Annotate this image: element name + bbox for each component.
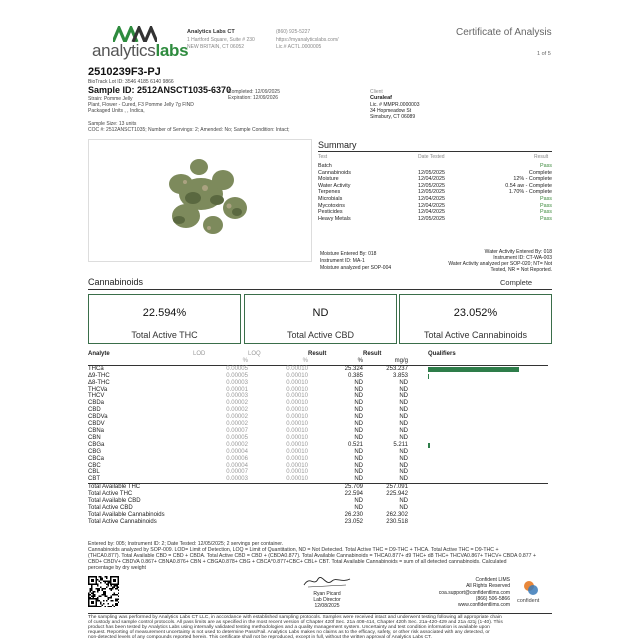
analyte-row	[88, 387, 548, 394]
analyte-result-mg: ND	[399, 448, 408, 455]
analyte-result-bar	[428, 443, 430, 448]
total-name: Total Active THC	[88, 491, 133, 498]
lod-col-header: LOD	[193, 351, 206, 357]
analyte-bar-cell	[428, 456, 548, 463]
analyte-row	[88, 428, 548, 435]
analyte-lod: 0.00002	[226, 407, 248, 414]
analyte-table	[88, 351, 548, 526]
analyte-result-pct: ND	[354, 393, 363, 400]
analyte-loq: 0.00010	[286, 414, 308, 421]
analyte-row	[88, 407, 548, 414]
analyte-name: CBT	[88, 476, 100, 483]
confident-email[interactable]: coa.support@confidentlims.com	[438, 590, 510, 596]
total-result-pct: 25.709	[344, 484, 363, 491]
total-result-pct: ND	[354, 504, 363, 511]
lab-license: Lic.# ACTL.0000005	[276, 44, 322, 50]
analyte-lod: 0.00005	[226, 365, 248, 372]
analyte-result-pct: ND	[354, 386, 363, 393]
lab-url[interactable]: https://myanalyticslabs.com/	[276, 37, 339, 43]
sample-photo	[88, 139, 312, 262]
analyte-loq: 0.00010	[286, 393, 308, 400]
summary-row	[318, 216, 552, 223]
confident-phone: (866) 506-5866	[475, 596, 510, 602]
cannabinoids-divider	[88, 289, 552, 290]
analyte-units-row	[88, 358, 548, 365]
summary-row	[318, 176, 552, 183]
summary-date: 12/05/2025	[418, 182, 445, 189]
signature-date: 12/08/2025	[314, 603, 340, 609]
analyte-lod: 0.00006	[226, 455, 248, 462]
analyte-row	[88, 380, 548, 387]
water-instrument: Instrument ID: CT-WA-003	[493, 255, 552, 261]
water-legend: Tested, NR = Not Reported.	[490, 267, 552, 273]
analyte-loq: 0.00010	[286, 407, 308, 414]
total-result-pct: 23.052	[344, 518, 363, 525]
analyte-result-pct: ND	[354, 400, 363, 407]
analyte-bar-cell	[428, 476, 548, 483]
notes-line-5: percentage by dry weight	[88, 565, 146, 571]
analyte-bar-cell	[428, 428, 548, 435]
total-active-cbd-label: Total Active CBD	[286, 330, 355, 340]
analyte-name: CBDVa	[88, 414, 108, 421]
moisture-sop: Moisture analyzed per SOP-004	[320, 265, 392, 271]
signatory-name: Ryan Picard	[313, 591, 341, 597]
sample-id: Sample ID: 2512ANSCT1035-6370	[88, 85, 232, 95]
client-name: Curaleaf	[370, 95, 393, 101]
total-name: Total Available CBD	[88, 498, 141, 505]
summary-row	[318, 209, 552, 216]
moisture-instrument: Instrument ID: MA-1	[320, 258, 365, 264]
analyte-result-mg: ND	[399, 427, 408, 434]
qualifiers-col-header: Qualifiers	[428, 351, 456, 357]
analyte-result-mg: 5.211	[393, 441, 408, 448]
qr-code[interactable]	[88, 576, 119, 607]
analyte-name: THCV	[88, 393, 105, 400]
disclaimer-line-1: The sampling was performed by Analytics Labs CT LLC, in accordance with established sampling protocols. Samples were received intact and underwent testing following all appropriate chain	[88, 615, 502, 620]
result-mg-col-header: Result	[363, 351, 382, 357]
document-title: Certificate of Analysis	[456, 27, 552, 38]
analyte-result-pct: 0.521	[347, 441, 363, 448]
summary-result: 1.70% - Complete	[508, 189, 552, 196]
analyte-bar-cell	[428, 393, 548, 400]
strain: Strain: Pomme Jelly	[88, 96, 133, 102]
summary-table	[318, 163, 552, 222]
summary-result: Pass	[540, 202, 552, 209]
total-row	[88, 484, 548, 491]
analyte-name: CBN	[88, 434, 101, 441]
plant-description: Plant, Flower - Cured, F3 Pomme Jelly 7g FIND	[88, 102, 194, 108]
analyte-name: CBD	[88, 407, 101, 414]
analyte-row	[88, 476, 548, 483]
cannabinoids-title: Cannabinoids	[88, 277, 144, 287]
notes-line-1: Entered by: 005; Instrument ID: 2; Date Tested: 12/05/2025; 2 servings per container.	[88, 541, 284, 547]
analyte-row	[88, 442, 548, 449]
logo-mark-icon	[113, 26, 157, 42]
analyte-lod: 0.00002	[226, 400, 248, 407]
analyte-name: CBGa	[88, 441, 105, 448]
coc-info: COC #: 2512ANSCT1035; Number of Servings: 2; Amended: No; Sample Condition: Intact;	[88, 127, 290, 133]
signatory-title: Lab Director	[313, 597, 341, 603]
lab-name: Analytics Labs CT	[187, 29, 235, 35]
summary-test: Moisture	[318, 176, 339, 183]
total-active-thc-label: Total Active THC	[131, 330, 198, 340]
total-result-mg: ND	[399, 504, 408, 511]
total-result-mg: 257.091	[386, 484, 408, 491]
analyte-lod: 0.00007	[226, 427, 248, 434]
summary-result: Pass	[540, 195, 552, 202]
analyte-result-mg: ND	[399, 455, 408, 462]
analyte-loq: 0.00010	[286, 400, 308, 407]
analyte-result-bar	[428, 367, 519, 372]
analyte-lod: 0.00004	[226, 448, 248, 455]
total-result-mg: 225.942	[386, 491, 408, 498]
analyte-loq: 0.00010	[286, 421, 308, 428]
biotrack-lot-id: BioTrack Lot ID: 3546 4185 6140 9866	[88, 79, 174, 85]
summary-col-result: Result	[534, 154, 549, 160]
summary-result: 12% - Complete	[513, 176, 552, 183]
analyte-result-pct: ND	[354, 476, 363, 483]
analyte-name: THCVa	[88, 386, 108, 393]
analyte-row	[88, 373, 548, 380]
notes-line-4: CBD+ CBDV+ CBDVA 0.867+ CBNA0.876+ CBN + CBGA0.878+ CBG + CBCA*0.877+CBC+ CBL+ CBT. Total Available Cannabinoids = sum of all detected cannabinoids. Calculated	[88, 559, 507, 565]
analyte-result-mg: ND	[399, 393, 408, 400]
analyte-loq: 0.00010	[286, 365, 308, 372]
client-address-1: 34 Hopmeadow St	[370, 108, 412, 114]
analyte-result-mg: ND	[399, 386, 408, 393]
analyte-row	[88, 456, 548, 463]
total-result-mg: 230.518	[386, 518, 408, 525]
completed-date: Completed: 12/09/2025	[228, 89, 280, 95]
analyte-name: CBL	[88, 469, 100, 476]
sample-size: Sample Size: 13 units	[88, 121, 137, 127]
summary-row	[318, 163, 552, 170]
analyte-loq: 0.00010	[286, 372, 308, 379]
confident-rights: All Rights Reserved	[466, 583, 510, 589]
analyte-result-mg: 253.237	[386, 365, 408, 372]
total-name: Total Available Cannabinoids	[88, 511, 165, 518]
analyte-result-pct: ND	[354, 434, 363, 441]
summary-test: Batch	[318, 163, 332, 169]
summary-test: Microbials	[318, 195, 343, 202]
summary-row	[318, 203, 552, 210]
summary-test: Cannabinoids	[318, 169, 351, 176]
confident-logo-word: confident	[517, 598, 540, 604]
analyte-result-mg: ND	[399, 421, 408, 428]
total-active-cannabinoids-value: 23.052%	[453, 307, 498, 319]
expiration-date: Expiration: 12/09/2026	[228, 95, 279, 101]
confident-url[interactable]: www.confidentlims.com	[458, 602, 510, 608]
summary-date	[418, 163, 498, 170]
analyte-name: CBNa	[88, 427, 105, 434]
analyte-row	[88, 414, 548, 421]
analyte-lod: 0.00003	[226, 393, 248, 400]
analyte-loq: 0.00010	[286, 469, 308, 476]
total-active-cbd-value: ND	[312, 307, 329, 319]
cannabinoids-status: Complete	[500, 278, 533, 287]
lab-address-1: 1 Hartford Square, Suite # 230	[187, 37, 255, 43]
total-row	[88, 491, 548, 498]
analyte-loq: 0.00010	[286, 427, 308, 434]
analyte-result-pct: ND	[354, 421, 363, 428]
notes-line-2: Cannabinoids analyzed by SOP-009. LOD= Limit of Detection, LOQ = Limit of Quantitation, ND = Not Detected. Total Active THC = D9-THC + THCA. Total Active THC = D9-THC +	[88, 547, 499, 553]
analyte-col-header: Analyte	[88, 351, 110, 357]
summary-result: Pass	[540, 215, 552, 222]
total-name: Total Active CBD	[88, 504, 133, 511]
analyte-bar-cell	[428, 421, 548, 428]
analyte-lod: 0.00003	[226, 476, 248, 483]
result-pct-col-header: Result	[308, 351, 327, 357]
analyte-result-mg: 3.853	[392, 372, 408, 379]
summary-row	[318, 196, 552, 203]
result-mg-unit: mg/g	[394, 357, 408, 364]
total-active-thc-value: 22.594%	[142, 307, 187, 319]
analyte-result-mg: ND	[399, 414, 408, 421]
packaged-units: Packaged Units , , Indica,	[88, 108, 145, 114]
total-row	[88, 498, 548, 505]
summary-col-test: Test	[318, 154, 328, 160]
lod-unit: %	[242, 357, 248, 364]
analyte-row	[88, 469, 548, 476]
loq-col-header: LOQ	[248, 351, 261, 357]
summary-date: 12/04/2025	[418, 202, 445, 209]
summary-row	[318, 170, 552, 177]
disclaimer-line-5: non-detected levels of any compounds reported herein. This certificate shall not be reproduced, except in full, without the written approval of Analytics Labs CT.	[88, 635, 432, 640]
analyte-header-row	[88, 351, 548, 358]
analyte-loq: 0.00010	[286, 386, 308, 393]
analyte-loq: 0.00010	[286, 462, 308, 469]
page-number: 1 of 5	[537, 51, 551, 57]
analyte-row	[88, 421, 548, 428]
summary-date: 12/04/2025	[418, 176, 445, 183]
analyte-bar-cell	[428, 365, 548, 372]
loq-unit: %	[302, 357, 308, 364]
analyte-lod: 0.00002	[226, 414, 248, 421]
analyte-name: CBC	[88, 462, 101, 469]
summary-test: Mycotoxins	[318, 202, 345, 209]
summary-col-date: Date Tested	[418, 154, 445, 160]
analyte-result-mg: ND	[399, 407, 408, 414]
analyte-bar-cell	[428, 463, 548, 470]
analyte-bar-cell	[428, 442, 548, 449]
summary-date: 12/04/2025	[418, 195, 445, 202]
analyte-result-mg: ND	[399, 400, 408, 407]
moisture-entered-by: Moisture Entered By: 018	[320, 251, 377, 257]
analyte-row	[88, 400, 548, 407]
analyte-result-pct: ND	[354, 469, 363, 476]
analyte-result-pct: ND	[354, 414, 363, 421]
summary-date: 12/05/2025	[418, 169, 445, 176]
analyte-result-mg: ND	[399, 476, 408, 483]
disclaimer-line-4: request. Reporting of measurement uncertainty is not used to determine Pass/Fail. Analytics Labs makes no claims as to the efficacy, safety, or other risk associated with any detected, or	[88, 630, 490, 635]
signature-image	[302, 573, 352, 589]
analyte-row	[88, 463, 548, 470]
confident-title: Confident LIMS	[475, 577, 510, 583]
analyte-bar-cell	[428, 414, 548, 421]
analyte-result-pct: ND	[354, 427, 363, 434]
disclaimer-line-2: of custody and sample control protocols. All pass limits are as specified in the most recent version of Chapter 420f Sec. 21a 408-414, Chapter 420h Sec. 21a-420-429 and 21a 421j (1-40). This	[88, 620, 503, 625]
analyte-bar-cell	[428, 387, 548, 394]
total-result-pct: ND	[354, 498, 363, 505]
analyte-lod: 0.00005	[226, 434, 248, 441]
total-active-cannabinoids-box	[399, 294, 552, 344]
analyte-name: CBCa	[88, 455, 105, 462]
analyte-row	[88, 393, 548, 400]
analyte-lod: 0.00005	[226, 372, 248, 379]
analyte-result-pct: ND	[354, 379, 363, 386]
analyte-loq: 0.00010	[286, 434, 308, 441]
analyte-row	[88, 435, 548, 442]
summary-test: Pesticides	[318, 209, 343, 216]
total-row	[88, 512, 548, 519]
analyte-bar-cell	[428, 469, 548, 476]
analyte-name: CBG	[88, 448, 102, 455]
disclaimer-line-3: product has been tested by Analytics Labs using internally validated testing methodologies and a quality management system. Uncertainty and test condition information is available upon	[88, 625, 490, 630]
analyte-loq: 0.00010	[286, 476, 308, 483]
total-name: Total Available THC	[88, 484, 141, 491]
analyte-result-pct: ND	[354, 407, 363, 414]
analyte-loq: 0.00010	[286, 455, 308, 462]
total-result-pct: 22.594	[344, 491, 363, 498]
summary-date: 12/05/2025	[418, 215, 445, 222]
summary-title: Summary	[318, 140, 357, 150]
footer-divider	[88, 613, 552, 614]
total-active-cannabinoids-label: Total Active Cannabinoids	[423, 330, 528, 340]
analyte-result-pct: ND	[354, 448, 363, 455]
total-row	[88, 519, 548, 526]
summary-row	[318, 189, 552, 196]
analyte-name: Δ9-THC	[88, 372, 110, 379]
summary-date: 12/05/2025	[418, 189, 445, 196]
analyte-bar-cell	[428, 373, 548, 380]
summary-result: 0.54 aw - Complete	[505, 182, 552, 189]
total-active-thc-box	[88, 294, 241, 344]
summary-date: 12/04/2025	[418, 209, 445, 216]
summary-test: Water Activity	[318, 182, 351, 189]
analyte-bar-cell	[428, 449, 548, 456]
analyte-result-mg: ND	[399, 379, 408, 386]
result-pct-unit: %	[357, 357, 363, 364]
lab-phone: (860) 925-5227	[276, 29, 311, 35]
analyte-result-mg: ND	[399, 469, 408, 476]
total-name: Total Active Cannabinoids	[88, 518, 157, 525]
summary-divider	[318, 151, 552, 152]
analyte-name: Δ8-THC	[88, 379, 110, 386]
analyte-name: THCa	[88, 365, 104, 372]
total-active-cbd-box	[244, 294, 397, 344]
analyte-lod: 0.00004	[226, 462, 248, 469]
total-result-pct: 26.230	[344, 511, 363, 518]
analyte-lod: 0.00002	[226, 441, 248, 448]
water-entered-by: Water Activity Entered By: 018	[484, 249, 552, 255]
analyte-name: CBDa	[88, 400, 105, 407]
analyte-lod: 0.00007	[226, 469, 248, 476]
analyte-bar-cell	[428, 380, 548, 387]
analyte-loq: 0.00010	[286, 441, 308, 448]
analyte-bar-cell	[428, 407, 548, 414]
confident-logo-icon	[523, 580, 539, 596]
client-license: Lic. # MMPR.0000003	[370, 102, 420, 108]
analyte-result-mg: ND	[399, 462, 408, 469]
analyte-row	[88, 365, 548, 372]
analyte-result-mg: ND	[399, 434, 408, 441]
analyte-result-pct: 0.385	[347, 372, 363, 379]
summary-row	[318, 183, 552, 190]
client-label: Client	[370, 89, 383, 95]
summary-test: Heavy Metals	[318, 215, 351, 222]
total-row	[88, 505, 548, 512]
water-sop: Water Activity analyzed per SOP-020; NT= Not	[448, 261, 552, 267]
sample-code: 2510239F3-PJ	[88, 66, 161, 78]
analyte-name: CBDV	[88, 421, 105, 428]
analyte-bar-cell	[428, 435, 548, 442]
analyte-lod: 0.00003	[226, 379, 248, 386]
analyte-row	[88, 449, 548, 456]
analyte-result-pct: ND	[354, 462, 363, 469]
lab-address-2: NEW BRITAIN, CT 06052	[187, 44, 245, 50]
analyte-loq: 0.00010	[286, 448, 308, 455]
analyte-result-bar	[428, 374, 429, 379]
total-result-mg: ND	[399, 498, 408, 505]
analyte-result-pct: ND	[354, 455, 363, 462]
summary-result: Complete	[528, 169, 552, 176]
client-address-2: Simsbury, CT 06089	[370, 114, 416, 120]
analyte-lod: 0.00001	[226, 386, 248, 393]
notes-line-3: (THCA0.877). Total Available CBD = CBD + CBDA. Total Active CBD = CBD + (CBDA0.877). Total Available Cannabinoids = THCA0.877+ d9 THC+ d8 THC+ THCVA0.867+ THCV+ CBDA 0.877 +	[88, 553, 537, 559]
summary-result: Pass	[540, 209, 552, 216]
summary-test: Terpenes	[318, 189, 341, 196]
analyte-loq: 0.00010	[286, 379, 308, 386]
analyte-lod: 0.00002	[226, 421, 248, 428]
analyte-bar-cell	[428, 400, 548, 407]
logo-wordmark: analyticslabs	[92, 41, 189, 60]
summary-result: Pass	[540, 163, 552, 169]
analyte-result-pct: 25.324	[344, 365, 363, 372]
total-result-mg: 262.302	[386, 511, 408, 518]
